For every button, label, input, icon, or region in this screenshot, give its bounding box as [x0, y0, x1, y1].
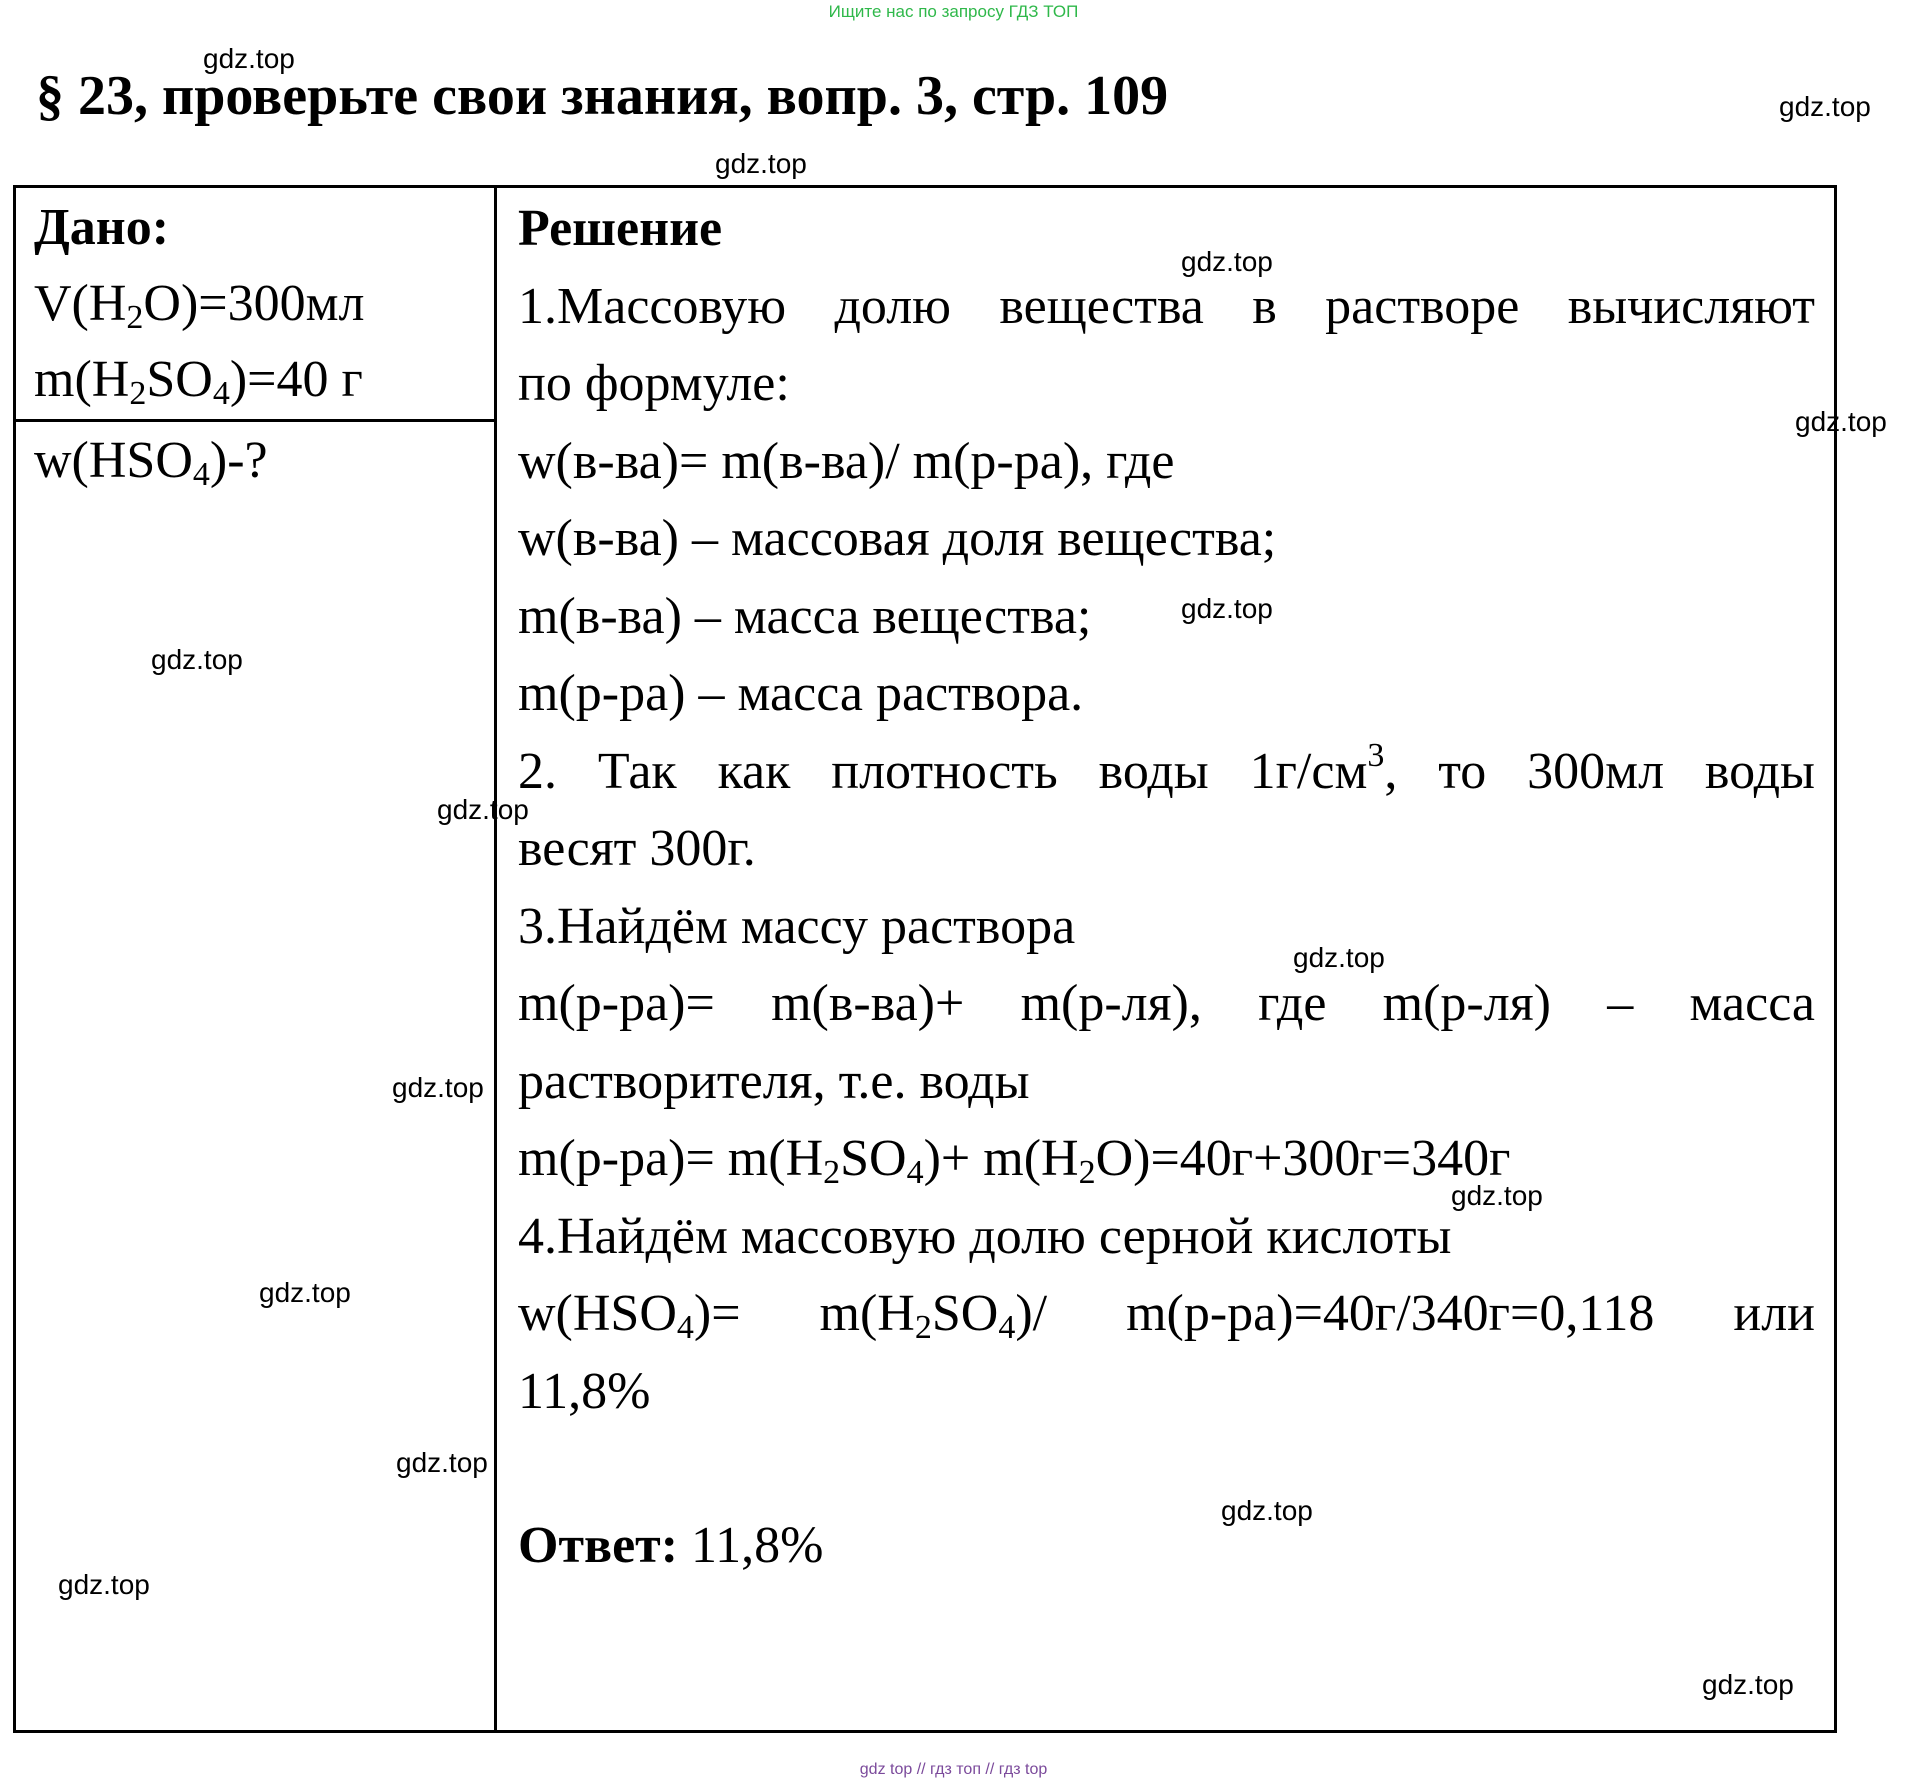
watermark: gdz.top: [396, 1447, 488, 1478]
solution-line: растворителя, т.е. воды: [518, 1052, 1030, 1110]
watermark: gdz.top: [203, 43, 295, 74]
watermark: gdz.top: [1181, 246, 1273, 277]
solution-line: 4.Найдём массовую долю серной кислоты: [518, 1207, 1452, 1265]
answer-label: Ответ:: [518, 1517, 679, 1574]
watermark: gdz.top: [1795, 406, 1887, 437]
given-section: [34, 190, 489, 418]
solution-line: m(р-ра)= m(в-ва)+ m(р-ля), где m(р-ля) – масса: [518, 975, 1815, 1032]
column-divider: [494, 185, 497, 1733]
answer-value: 11,8%: [678, 1517, 824, 1574]
solution-line: m(в-ва) – масса вещества;: [518, 587, 1092, 645]
solution-section: [518, 190, 1815, 1585]
watermark: gdz.top: [1702, 1669, 1794, 1700]
solution-line: 3.Найдём массу раствора: [518, 897, 1076, 955]
given-volume: $V(H_2O)=300мл$: [34, 275, 365, 336]
watermark: gdz.top: [437, 794, 529, 825]
solution-line: $w(HSO_4)= m(H_2SO_4)/$ m(р-ра)=40г/340г=0,118 или: [518, 1285, 1815, 1346]
watermark: gdz.top: [1779, 91, 1871, 122]
find-section: [34, 423, 489, 499]
watermark: gdz.top: [715, 148, 807, 179]
spacer: [518, 1430, 1815, 1507]
watermark: gdz.top: [1221, 1495, 1313, 1526]
watermark: gdz.top: [1181, 593, 1273, 624]
footer-links[interactable]: gdz top // гдз топ // гдз top: [859, 1761, 1048, 1778]
watermark: gdz.top: [259, 1277, 351, 1308]
solution-line: w(в-ва) – массовая доля вещества;: [518, 510, 1277, 567]
search-banner[interactable]: Ищите нас по запросу ГДЗ ТОП: [828, 2, 1079, 21]
given-mass: $m(H_2SO_4)=40$ г: [34, 351, 363, 412]
solution-line: m(р-ра) – масса раствора.: [518, 665, 1084, 722]
solution-line: весят 300г.: [518, 820, 756, 877]
watermark: gdz.top: [151, 644, 243, 675]
find-unknown: $w(HSO_4)-$?: [34, 432, 268, 493]
given-divider: [13, 419, 497, 422]
watermark: gdz.top: [392, 1072, 484, 1103]
watermark: gdz.top: [1293, 942, 1385, 973]
page-title: § 23, проверьте свои знания, вопр. 3, стр. 109: [36, 65, 1169, 127]
solution-line: w(в-ва)= m(в-ва)/ m(р-ра), где: [518, 432, 1175, 490]
solution-heading: Решение: [518, 200, 723, 257]
solution-line: 11,8%: [518, 1362, 651, 1420]
answer: [518, 1507, 1815, 1585]
given-heading: Дано:: [34, 199, 170, 256]
watermark: gdz.top: [1451, 1180, 1543, 1211]
solution-line: по формуле:: [518, 355, 790, 412]
solution-line: $m(р-ра)= m(H_2SO_4)+ m(H_2O)=40г+300г=340г$: [518, 1130, 1511, 1191]
watermark: gdz.top: [58, 1569, 150, 1600]
solution-line: 2. Так как плотность воды $1г/см^3$, то 300мл воды: [518, 736, 1815, 800]
solution-line: 1.Массовую долю вещества в растворе вычисляют: [518, 277, 1815, 335]
